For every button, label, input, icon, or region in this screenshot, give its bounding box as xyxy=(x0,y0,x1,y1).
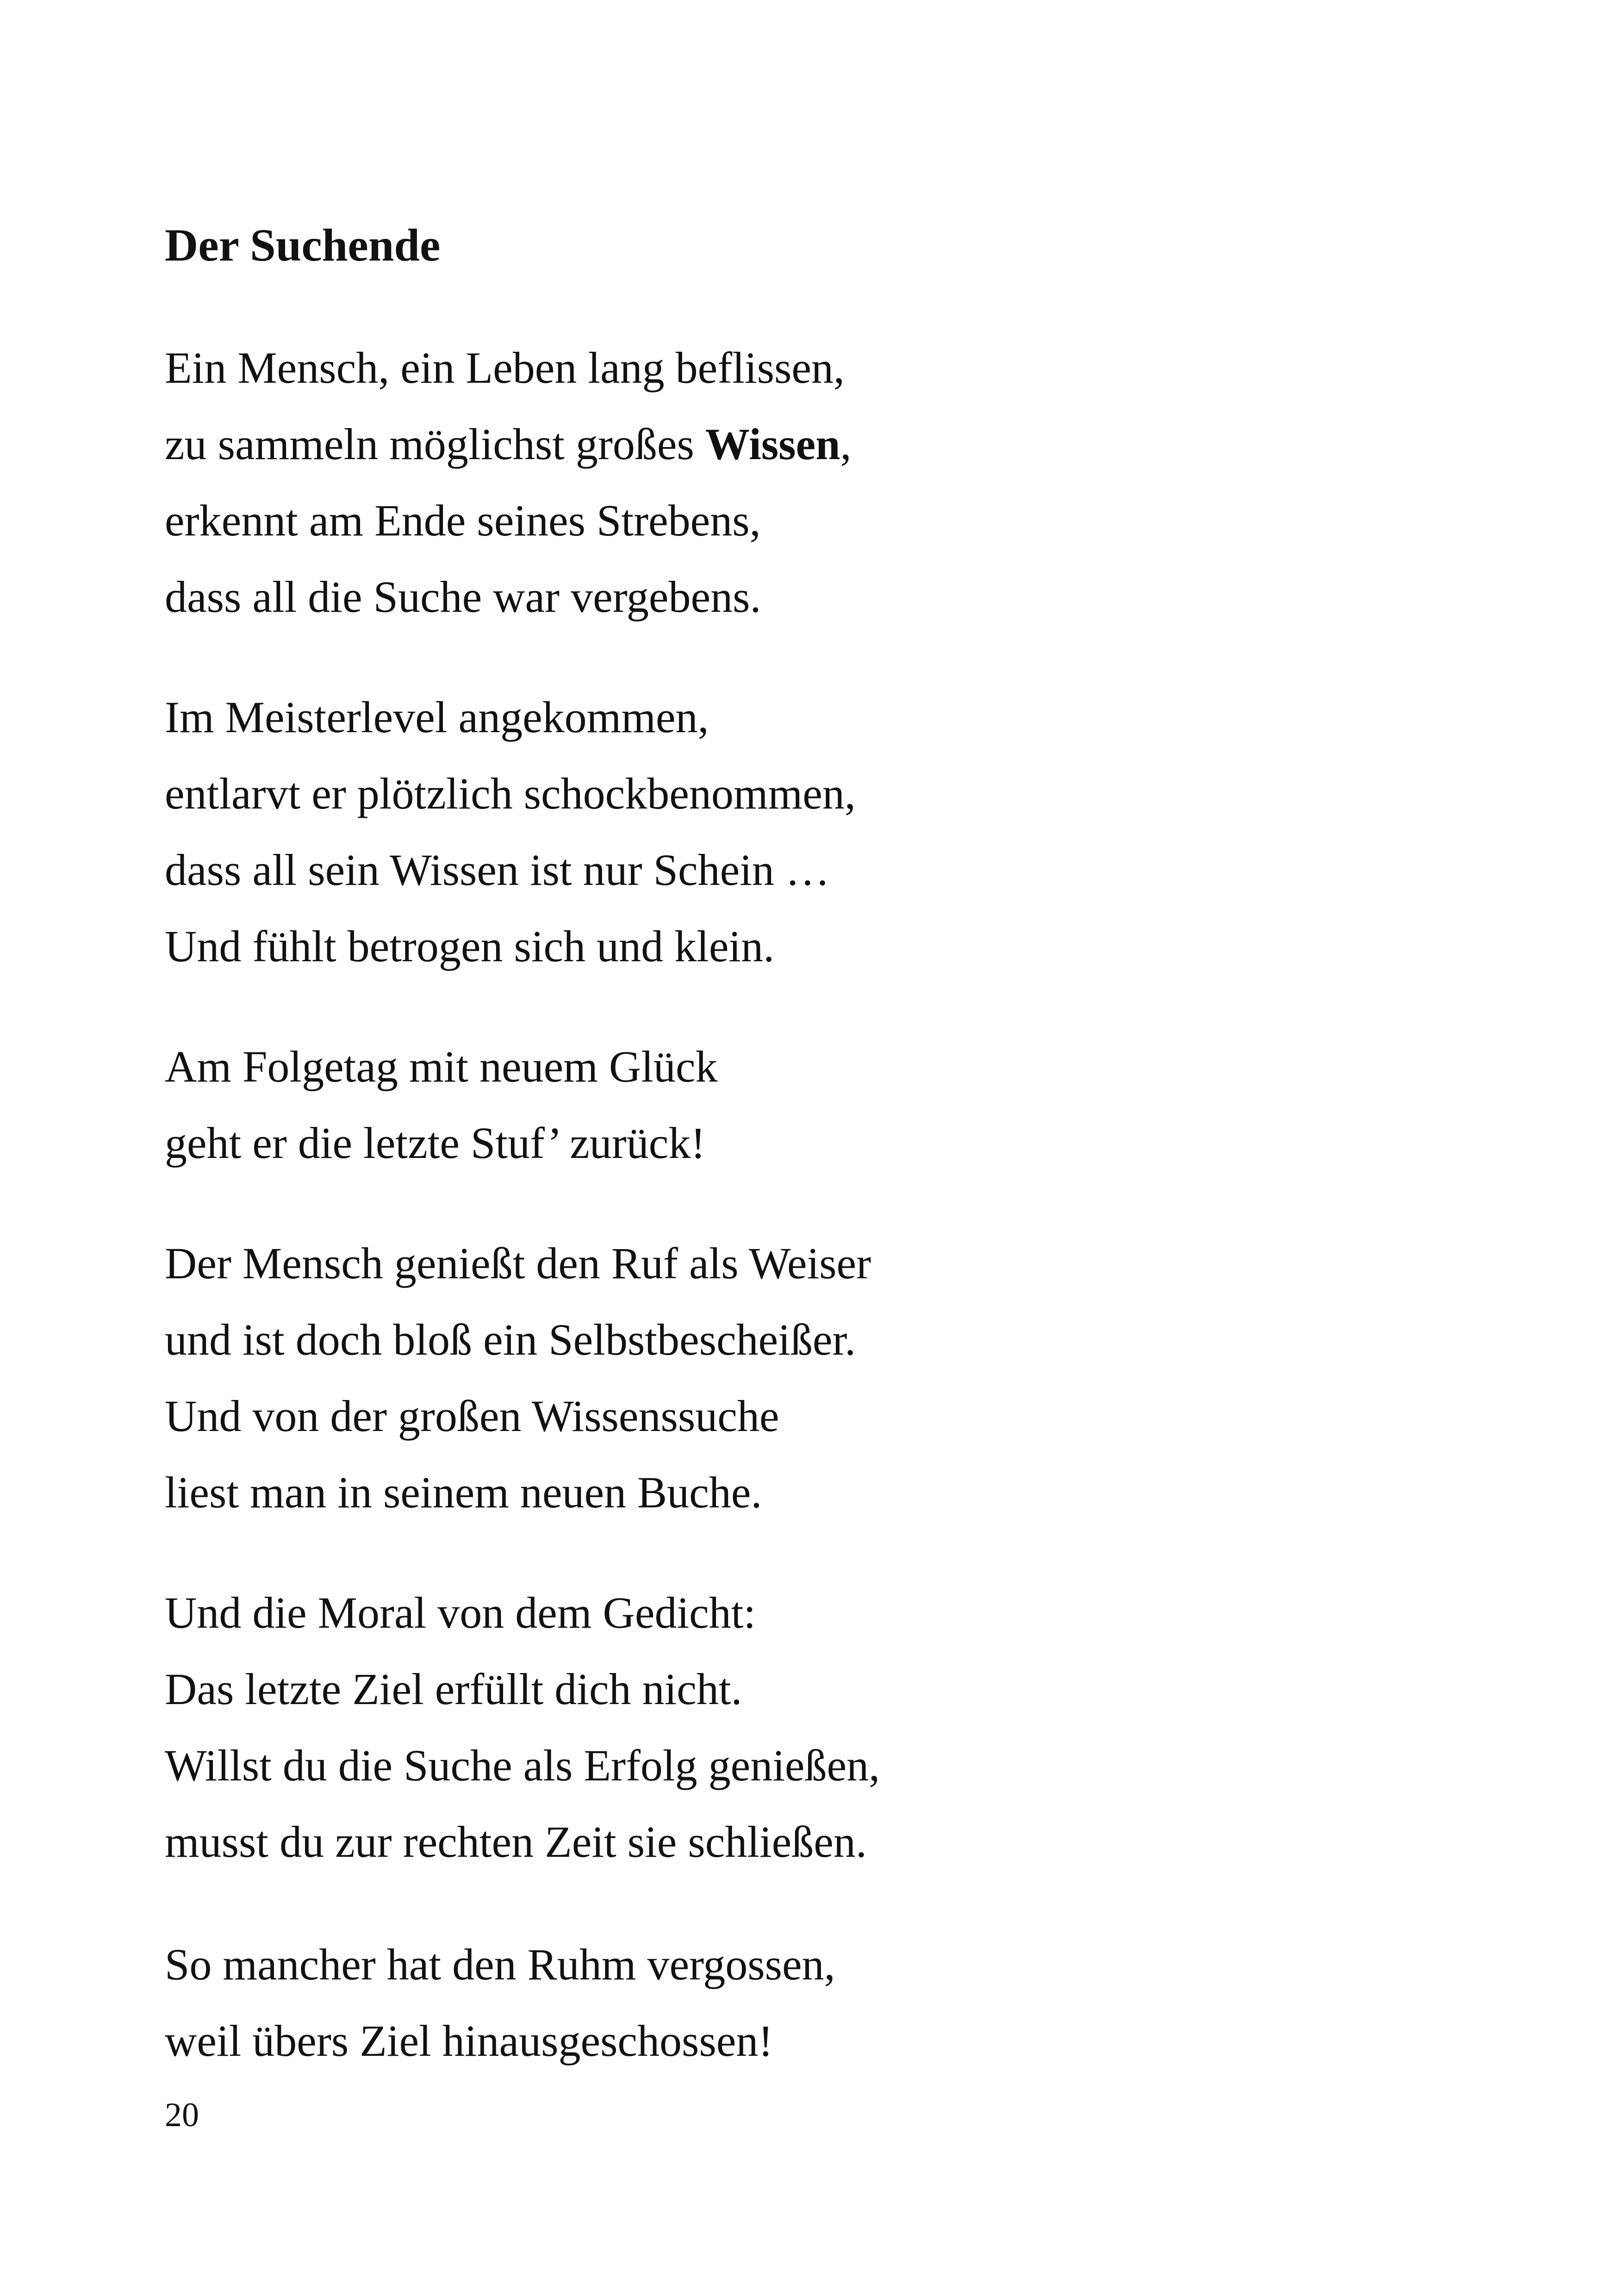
poem-line-12: und ist doch bloß ein Selbstbescheißer. xyxy=(165,1315,856,1364)
poem-line-7: dass all sein Wissen ist nur Schein … xyxy=(165,845,830,895)
poem-line-10: geht er die letzte Stuf’ zurück! xyxy=(165,1118,706,1168)
poem-line-5: Im Meisterlevel angekommen, xyxy=(165,692,709,742)
poem-emphasis-wissen: Wissen xyxy=(705,419,840,469)
poem-line-14: liest man in seinem neuen Buche. xyxy=(165,1468,762,1517)
poem-line-11: Der Mensch genießt den Ruf als Weiser xyxy=(165,1238,871,1288)
poem-line-20: weil übers Ziel hinausgeschossen! xyxy=(165,2016,773,2066)
poem-line-17: Willst du die Suche als Erfolg genießen, xyxy=(165,1741,880,1790)
poem-line-6: entlarvt er plötzlich schockbenommen, xyxy=(165,769,856,818)
poem-title: Der Suchende xyxy=(165,219,441,271)
poem-line-19: So mancher hat den Ruhm vergossen, xyxy=(165,1940,835,1989)
poem-line-9: Am Folgetag mit neuem Glück xyxy=(165,1042,718,1091)
poem-line-15: Und die Moral von dem Gedicht: xyxy=(165,1588,756,1637)
poem-line-8: Und fühlt betrogen sich und klein. xyxy=(165,921,775,971)
poem-line-2 xyxy=(165,417,851,472)
page-number: 20 xyxy=(165,2096,199,2134)
poem-line-2-end: , xyxy=(840,419,852,469)
poem-line-2-start: zu sammeln möglichst großes xyxy=(165,419,705,469)
poem-line-4: dass all die Suche war vergebens. xyxy=(165,572,761,622)
poem-line-3: erkennt am Ende seines Strebens, xyxy=(165,496,761,545)
poem-line-16: Das letzte Ziel erfüllt dich nicht. xyxy=(165,1664,742,1714)
poem-line-13: Und von der großen Wissenssuche xyxy=(165,1391,779,1441)
poem-line-1: Ein Mensch, ein Leben lang beflissen, xyxy=(165,343,845,392)
poem-line-18: musst du zur rechten Zeit sie schließen. xyxy=(165,1817,867,1867)
